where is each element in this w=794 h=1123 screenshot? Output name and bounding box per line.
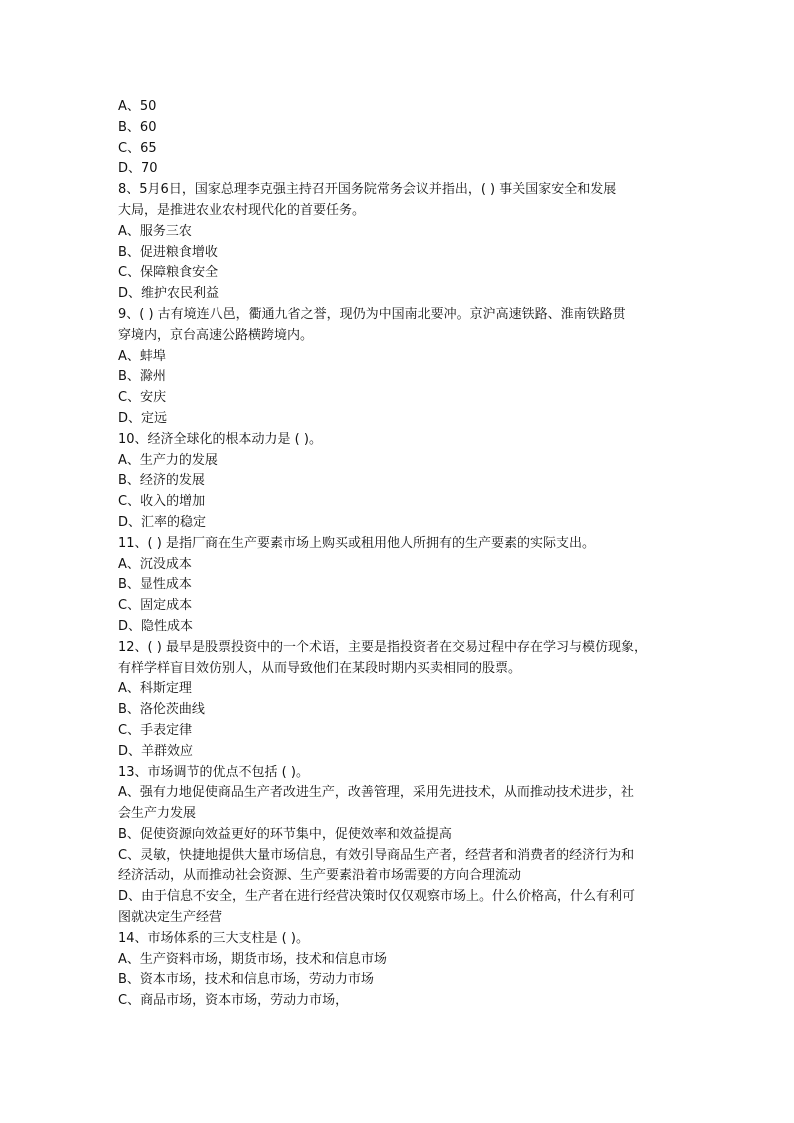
question-stem-cont: 大局，是推进农业农村现代化的首要任务。 [118,202,366,218]
option-b: B、促进粮食增收 [118,244,218,260]
option-a: A、强有力地促使商品生产者改进生产，改善管理，采用先进技术，从而推动技术进步，社 [118,785,634,801]
option-d: D、由于信息不安全，生产者在进行经营决策时仅仅观察市场上。什么价格高，什么有利可 [118,889,636,905]
question-stem: 12、( ) 最早是股票投资中的一个术语，主要是指投资者在交易过程中存在学习与模仿现象， [118,639,647,655]
option-d: D、汇率的稳定 [118,514,207,530]
question-stem-cont: 穿境内，京台高速公路横跨境内。 [118,327,314,343]
question-9 [118,305,688,430]
option-c-cont: 经济活动，从而推动社会资源、生产要素沿着市场需要的方向合理流动 [118,868,522,884]
question-stem: 10、经济全球化的根本动力是 ( )。 [118,431,322,447]
question-stem: 11、( ) 是指厂商在生产要素市场上购买或租用他人所拥有的生产要素的实际支出。 [118,535,595,551]
option-a: A、50 [118,99,157,114]
question-8 [118,180,688,305]
option-d-cont: 图就决定生产经营 [118,910,223,926]
option-b: B、滁州 [118,369,166,385]
option-d: D、定远 [118,410,168,426]
option-c: C、固定成本 [118,598,193,614]
exam-page [118,97,688,1012]
option-a: A、蚌埠 [118,348,166,364]
question-stem: 9、( ) 古有境连八邑，衢通九省之誉，现仍为中国南北要冲。京沪高速铁路、淮南铁路贯 [118,306,626,322]
option-c: C、灵敏，快捷地提供大量市场信息，有效引导商品生产者，经营者和消费者的经济行为和 [118,847,635,863]
question-14 [118,929,688,1012]
option-b: B、洛伦茨曲线 [118,702,205,718]
option-a: A、生产资料市场，期货市场，技术和信息市场 [118,951,387,967]
option-a: A、生产力的发展 [118,452,218,468]
question-7-options [118,97,688,180]
question-10 [118,430,688,534]
option-d: D、羊群效应 [118,743,194,759]
option-c: C、保障粮食安全 [118,265,219,281]
option-c: C、手表定律 [118,722,193,738]
option-d: D、维护农民利益 [118,286,220,302]
question-stem: 13、市场调节的优点不包括 ( )。 [118,764,309,780]
question-stem: 8、5月6日，国家总理李克强主持召开国务院常务会议并指出，( ) 事关国家安全和发展 [118,182,617,198]
option-b: B、经济的发展 [118,473,205,489]
option-b: B、显性成本 [118,577,192,593]
question-13 [118,763,688,929]
option-a: A、服务三农 [118,223,192,239]
option-d: D、70 [118,161,158,177]
option-b: B、资本市场，技术和信息市场，劳动力市场 [118,972,374,988]
question-stem: 14、市场体系的三大支柱是 ( )。 [118,930,309,946]
option-c: C、收入的增加 [118,494,206,510]
question-11 [118,534,688,638]
question-stem-cont: 有样学样盲目效仿别人，从而导致他们在某段时期内买卖相同的股票。 [118,660,522,676]
question-12 [118,638,688,763]
option-c: C、商品市场，资本市场，劳动力市场， [118,993,349,1009]
option-a: A、科斯定理 [118,681,192,697]
option-c: C、65 [118,140,157,156]
option-b: B、60 [118,119,157,135]
option-a-cont: 会生产力发展 [118,806,197,822]
option-c: C、安庆 [118,390,167,406]
option-a: A、沉没成本 [118,556,192,572]
option-d: D、隐性成本 [118,618,194,634]
option-b: B、促使资源向效益更好的环节集中，促使效率和效益提高 [118,826,452,842]
